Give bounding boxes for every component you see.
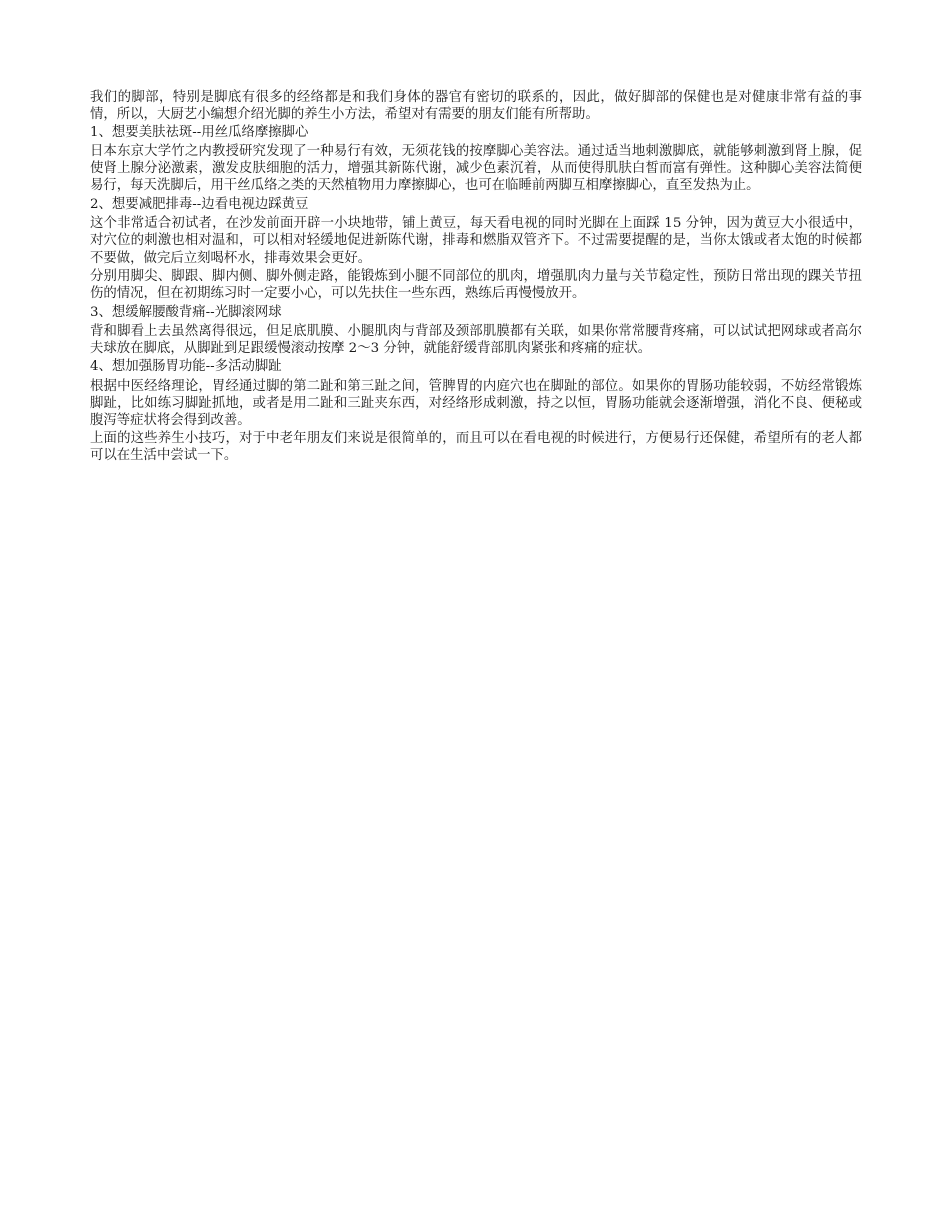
article-body — [90, 89, 862, 464]
section-3-paragraph-1: 背和脚看上去虽然离得很远，但足底肌膜、小腿肌肉与背部及颈部肌膜都有关联，如果你常常腰背疼痛，可以试试把网球或者高尔夫球放在脚底，从脚趾到足跟缓慢滚动按摩 2～3 分钟，就能舒缓背部肌肉紧张和疼痛的症状。 — [90, 323, 862, 357]
section-1-paragraph-1: 日本东京大学竹之内教授研究发现了一种易行有效，无须花钱的按摩脚心美容法。通过适当地刺激脚底，就能够刺激到肾上腺，促使肾上腺分泌激素，激发皮肤细胞的活力，增强其新陈代谢，减少色素沉着，从而使得肌肤白皙而富有弹性。这种脚心美容法简便易行，每天洗脚后，用干丝瓜络之类的天然植物用力摩擦脚心，也可在临睡前两脚互相摩擦脚心，直至发热为止。 — [90, 143, 862, 194]
closing-paragraph: 上面的这些养生小技巧，对于中老年朋友们来说是很简单的，而且可以在看电视的时候进行，方便易行还保健，希望所有的老人都可以在生活中尝试一下。 — [90, 430, 862, 463]
section-2-paragraph-2: 分别用脚尖、脚跟、脚内侧、脚外侧走路，能锻炼到小腿不同部位的肌肉，增强肌肉力量与关节稳定性，预防日常出现的踝关节扭伤的情况，但在初期练习时一定要小心，可以先扶住一些东西，熟练后再慢慢放开。 — [90, 268, 862, 302]
section-2-paragraph-1: 这个非常适合初试者，在沙发前面开辟一小块地带，铺上黄豆，每天看电视的同时光脚在上面踩 15 分钟，因为黄豆大小很适中，对穴位的刺激也相对温和，可以相对轻缓地促进新陈代谢，排毒和燃脂双管齐下。不过需要提醒的是，当你太饿或者太饱的时候都不要做，做完后立刻喝杯水，排毒效果会更好。 — [90, 216, 862, 266]
section-heading-1: 1、想要美肤祛斑--用丝瓜络摩擦脚心 — [90, 124, 309, 140]
section-heading-4: 4、想加强肠胃功能--多活动脚趾 — [90, 359, 282, 375]
section-heading-2: 2、想要减肥排毒--边看电视边踩黄豆 — [90, 196, 309, 212]
section-4-paragraph-1: 根据中医经络理论，胃经通过脚的第二趾和第三趾之间，管脾胃的内庭穴也在脚趾的部位。如果你的胃肠功能较弱，不妨经常锻炼脚趾，比如练习脚趾抓地，或者是用二趾和三趾夹东西，对经络形成刺激，持之以恒，胃肠功能就会逐渐增强，消化不良、便秘或腹泻等症状将会得到改善。 — [90, 378, 862, 429]
section-heading-3: 3、想缓解腰酸背痛--光脚滚网球 — [90, 304, 282, 320]
intro-paragraph: 我们的脚部，特别是脚底有很多的经络都是和我们身体的器官有密切的联系的，因此，做好脚部的保健也是对健康非常有益的事情，所以，大厨艺小编想介绍光脚的养生小方法，希望对有需要的朋友们能有所帮助。 — [90, 90, 862, 123]
